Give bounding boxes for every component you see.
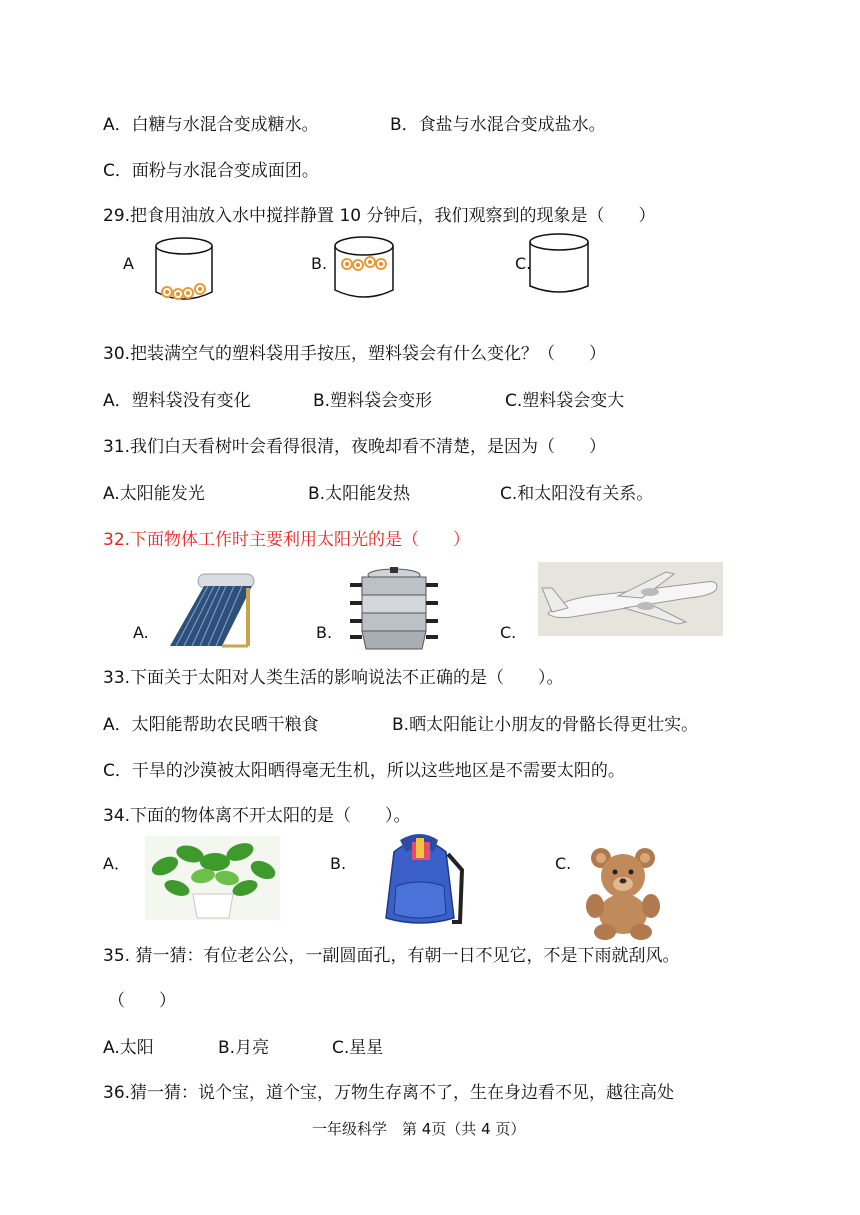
airplane-image (538, 562, 723, 636)
q30-option-a: A．塑料袋没有变化 (103, 391, 251, 411)
q35-option-a: A.太阳 (103, 1038, 154, 1058)
q29-label-a: A (123, 254, 134, 273)
q29-label-b: B. (311, 254, 328, 273)
q29-label-c: C. (515, 254, 532, 273)
solar-water-heater-image (168, 572, 258, 652)
q33-question: 33.下面关于太阳对人类生活的影响说法不正确的是（ ）。 (103, 668, 564, 688)
q30-option-c: C.塑料袋会变大 (505, 391, 625, 411)
q31-option-b: B.太阳能发热 (308, 484, 411, 504)
q30-option-b: B.塑料袋会变形 (313, 391, 433, 411)
q32-label-c: C. (500, 623, 517, 642)
q36-question: 36.猜一猜：说个宝，道个宝，万物生存离不了，生在身边看不见，越往高处 (103, 1083, 675, 1103)
q35-question: 35. 猜一猜：有位老公公，一副圆面孔，有朝一日不见它，不是下雨就刮风。 (103, 946, 680, 966)
q31-option-a: A.太阳能发光 (103, 484, 205, 504)
q33-option-a: A．太阳能帮助农民晒干粮食 (103, 715, 319, 735)
q28-option-b: B．食盐与水混合变成盐水。 (390, 115, 606, 135)
q32-label-b: B. (316, 623, 333, 642)
potted-plant-image (145, 836, 280, 920)
q35-option-b: B.月亮 (218, 1038, 270, 1058)
q28-option-a: A．白糖与水混合变成糖水。 (103, 115, 319, 135)
q28-option-c: C．面粉与水混合变成面团。 (103, 161, 319, 181)
steamer-pot-image (348, 565, 440, 653)
q32-question: 32.下面物体工作时主要利用太阳光的是（ ） (103, 530, 471, 550)
q29-beaker-b-image (333, 234, 395, 300)
q33-option-b: B.晒太阳能让小朋友的骨骼长得更壮实。 (392, 715, 699, 735)
q34-question: 34.下面的物体离不开太阳的是（ ）。 (103, 806, 411, 826)
q30-question: 30.把装满空气的塑料袋用手按压，塑料袋会有什么变化？（ ） (103, 344, 607, 364)
q29-beaker-c-image (528, 232, 590, 296)
q29-beaker-a-image (150, 236, 218, 302)
q34-label-b: B. (330, 854, 347, 873)
backpack-image (376, 830, 464, 928)
q35-option-c: C.星星 (332, 1038, 384, 1058)
q32-label-a: A. (133, 623, 149, 642)
q35-blank: （ ） (108, 991, 176, 1011)
q33-option-c: C．干旱的沙漠被太阳晒得毫无生机，所以这些地区是不需要太阳的。 (103, 761, 625, 781)
q34-label-c: C. (555, 854, 572, 873)
q31-question: 31.我们白天看树叶会看得很清，夜晚却看不清楚，是因为（ ） (103, 437, 607, 457)
q34-label-a: A． (103, 854, 130, 873)
page-footer: 一年级科学 第 4页（共 4 页） (312, 1120, 526, 1138)
teddy-bear-image (583, 844, 663, 940)
q31-option-c: C.和太阳没有关系。 (500, 484, 654, 504)
q29-question: 29.把食用油放入水中搅拌静置 10 分钟后，我们观察到的现象是（ ） (103, 206, 656, 226)
